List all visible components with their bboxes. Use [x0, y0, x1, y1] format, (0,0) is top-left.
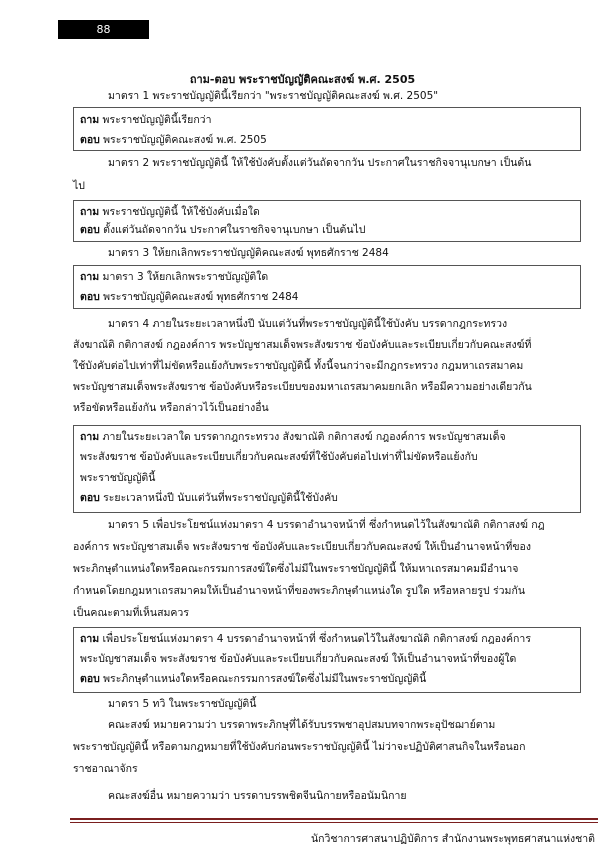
qa-box-3 [73, 265, 581, 309]
section-5-line: กำหนดโดยกฎมหาเถรสมาคมให้เป็นอำนาจหน้าที่ของพระภิกษุตำแหน่งใด รูปใด หรือหลายรูป ร่วมกัน [73, 585, 526, 597]
section-1-text: มาตรา 1 พระราชบัญญัตินี้เรียกว่า "พระราชบัญญัติคณะสงฆ์ พ.ศ. 2505" [108, 90, 439, 102]
answer-text: พระราชบัญญัติคณะสงฆ์ พ.ศ. 2505 [103, 134, 267, 146]
qa-answer [80, 290, 298, 305]
question-text: พระบัญชาสมเด็จ พระสังฆราช ข้อบังคับและระเบียบเกี่ยวกับคณะสงฆ์ ให้เป็นอำนาจหน้าที่ของผู้ใด [80, 653, 517, 665]
answer-label: ตอบ [80, 492, 100, 504]
section-4-line: พระบัญชาสมเด็จพระสังฆราช ข้อบังคับหรือระเบียบของมหาเถรสมาคมยกเลิก หรือมีความอย่างเดียวกัน [73, 381, 532, 393]
qa-box-4 [73, 425, 581, 513]
answer-text: ระยะเวลาหนึ่งปี นับแต่วันที่พระราชบัญญัตินี้ใช้บังคับ [103, 492, 338, 504]
page-title: ถาม-ตอบ พระราชบัญญัติคณะสงฆ์ พ.ศ. 2505 [189, 73, 416, 86]
qa-question [80, 113, 211, 128]
qa-question [80, 205, 260, 220]
section-4-line: มาตรา 4 ภายในระยะเวลาหนึ่งปี นับแต่วันที่พระราชบัญญัตินี้ใช้บังคับ บรรดากฎกระทรวง [108, 318, 508, 330]
section-5-line: มาตรา 5 เพื่อประโยชน์แห่งมาตรา 4 บรรดาอำนาจหน้าที่ ซึ่งกำหนดไว้ในสังฆาณัติ กติกาสงฆ์ กฎ [108, 519, 545, 531]
qa-answer [80, 491, 338, 506]
question-label: ถาม [80, 114, 100, 126]
answer-label: ตอบ [80, 134, 100, 146]
section-4-line: สังฆาณัติ กติกาสงฆ์ กฎองค์การ พระบัญชาสมเด็จพระสังฆราช ข้อบังคับและระเบียบเกี่ยวกับคณะสงฆ์ที่ [73, 339, 532, 351]
answer-label: ตอบ [80, 224, 100, 236]
footer-divider [70, 818, 598, 820]
answer-label: ตอบ [80, 673, 100, 685]
section-5-line: องค์การ พระบัญชาสมเด็จ พระสังฆราช ข้อบังคับและระเบียบเกี่ยวกับคณะสงฆ์ ให้เป็นอำนาจหน้าที่ของ [73, 541, 531, 553]
question-text: พระราชบัญญัตินี้เรียกว่า [102, 114, 212, 126]
question-text: ภายในระยะเวลาใด บรรดากฎกระทรวง สังฆาณัติ กติกาสงฆ์ กฎองค์การ พระบัญชาสมเด็จ [102, 431, 506, 443]
question-text: พระราชบัญญัตินี้ [80, 472, 156, 484]
section-5bis-line: คณะสงฆ์อื่น หมายความว่า บรรดาบรรพชิตจีนนิกายหรืออนัมนิกาย [108, 790, 407, 802]
question-text: พระราชบัญญัตินี้ ให้ใช้บังคับเมื่อใด [102, 206, 260, 218]
section-2-line: ไป [73, 180, 85, 192]
section-4-line: หรือขัดหรือแย้งกัน หรือกล่าวไว้เป็นอย่างอื่น [73, 402, 269, 414]
section-4-line: ใช้บังคับต่อไปเท่าที่ไม่ขัดหรือแย้งกับพระราชบัญญัตินี้ ทั้งนี้จนกว่าจะมีกฎกระทรวง กฎมหาเถรสมาคม [73, 360, 524, 372]
section-2-line: มาตรา 2 พระราชบัญญัตินี้ ให้ใช้บังคับตั้งแต่วันถัดจากวัน ประกาศในราชกิจจานุเบกษา เป็นต้น [108, 157, 532, 169]
qa-answer [80, 133, 267, 148]
section-5bis-line: คณะสงฆ์ หมายความว่า บรรดาพระภิกษุที่ได้รับบรรพชาอุปสมบทจากพระอุปัชฌาย์ตาม [108, 719, 496, 731]
qa-question [80, 430, 506, 445]
section-5bis-heading: มาตรา 5 ทวิ ในพระราชบัญญัตินี้ [108, 698, 257, 710]
section-5-line: เป็นคณะตามที่เห็นสมควร [73, 607, 189, 619]
question-text: เพื่อประโยชน์แห่งมาตรา 4 บรรดาอำนาจหน้าที่ ซึ่งกำหนดไว้ในสังฆาณัติ กติกาสงฆ์ กฎองค์การ [102, 633, 531, 645]
qa-box-2 [73, 200, 581, 242]
answer-label: ตอบ [80, 291, 100, 303]
qa-answer [80, 672, 426, 687]
qa-question [80, 632, 531, 647]
footer-divider [70, 822, 598, 823]
qa-box-5 [73, 627, 581, 693]
section-5bis-line: ราชอาณาจักร [73, 763, 138, 775]
answer-text: พระภิกษุตำแหน่งใดหรือคณะกรรมการสงฆ์ใดซึ่งไม่มีในพระราชบัญญัตินี้ [103, 673, 427, 685]
question-label: ถาม [80, 633, 100, 645]
qa-box-1 [73, 107, 581, 151]
section-3-text: มาตรา 3 ให้ยกเลิกพระราชบัญญัติคณะสงฆ์ พุทธศักราช 2484 [108, 247, 389, 259]
question-text: มาตรา 3 ให้ยกเลิกพระราชบัญญัติใด [102, 271, 269, 283]
section-5bis-line: พระราชบัญญัตินี้ หรือตามกฎหมายที่ใช้บังคับก่อนพระราชบัญญัตินี้ ไม่ว่าจะปฏิบัติศาสนกิจในหรือนอก [73, 741, 526, 753]
question-label: ถาม [80, 271, 100, 283]
question-label: ถาม [80, 206, 100, 218]
answer-text: พระราชบัญญัติคณะสงฆ์ พุทธศักราช 2484 [103, 291, 299, 303]
question-text: พระสังฆราช ข้อบังคับและระเบียบเกี่ยวกับคณะสงฆ์ที่ใช้บังคับต่อไปเท่าที่ไม่ขัดหรือแย้งกับ [80, 451, 478, 463]
answer-text: ตั้งแต่วันถัดจากวัน ประกาศในราชกิจจานุเบกษา เป็นต้นไป [103, 224, 366, 236]
footer-text: นักวิชาการศาสนาปฏิบัติการ สำนักงานพระพุทธศาสนาแห่งชาติ [310, 833, 595, 845]
page-number: 88 [58, 20, 149, 39]
qa-answer [80, 223, 365, 238]
qa-question [80, 270, 268, 285]
section-5-line: พระภิกษุตำแหน่งใดหรือคณะกรรมการสงฆ์ใดซึ่งไม่มีในพระราชบัญญัตินี้ ให้มหาเถรสมาคมมีอำนาจ [73, 563, 519, 575]
question-label: ถาม [80, 431, 100, 443]
